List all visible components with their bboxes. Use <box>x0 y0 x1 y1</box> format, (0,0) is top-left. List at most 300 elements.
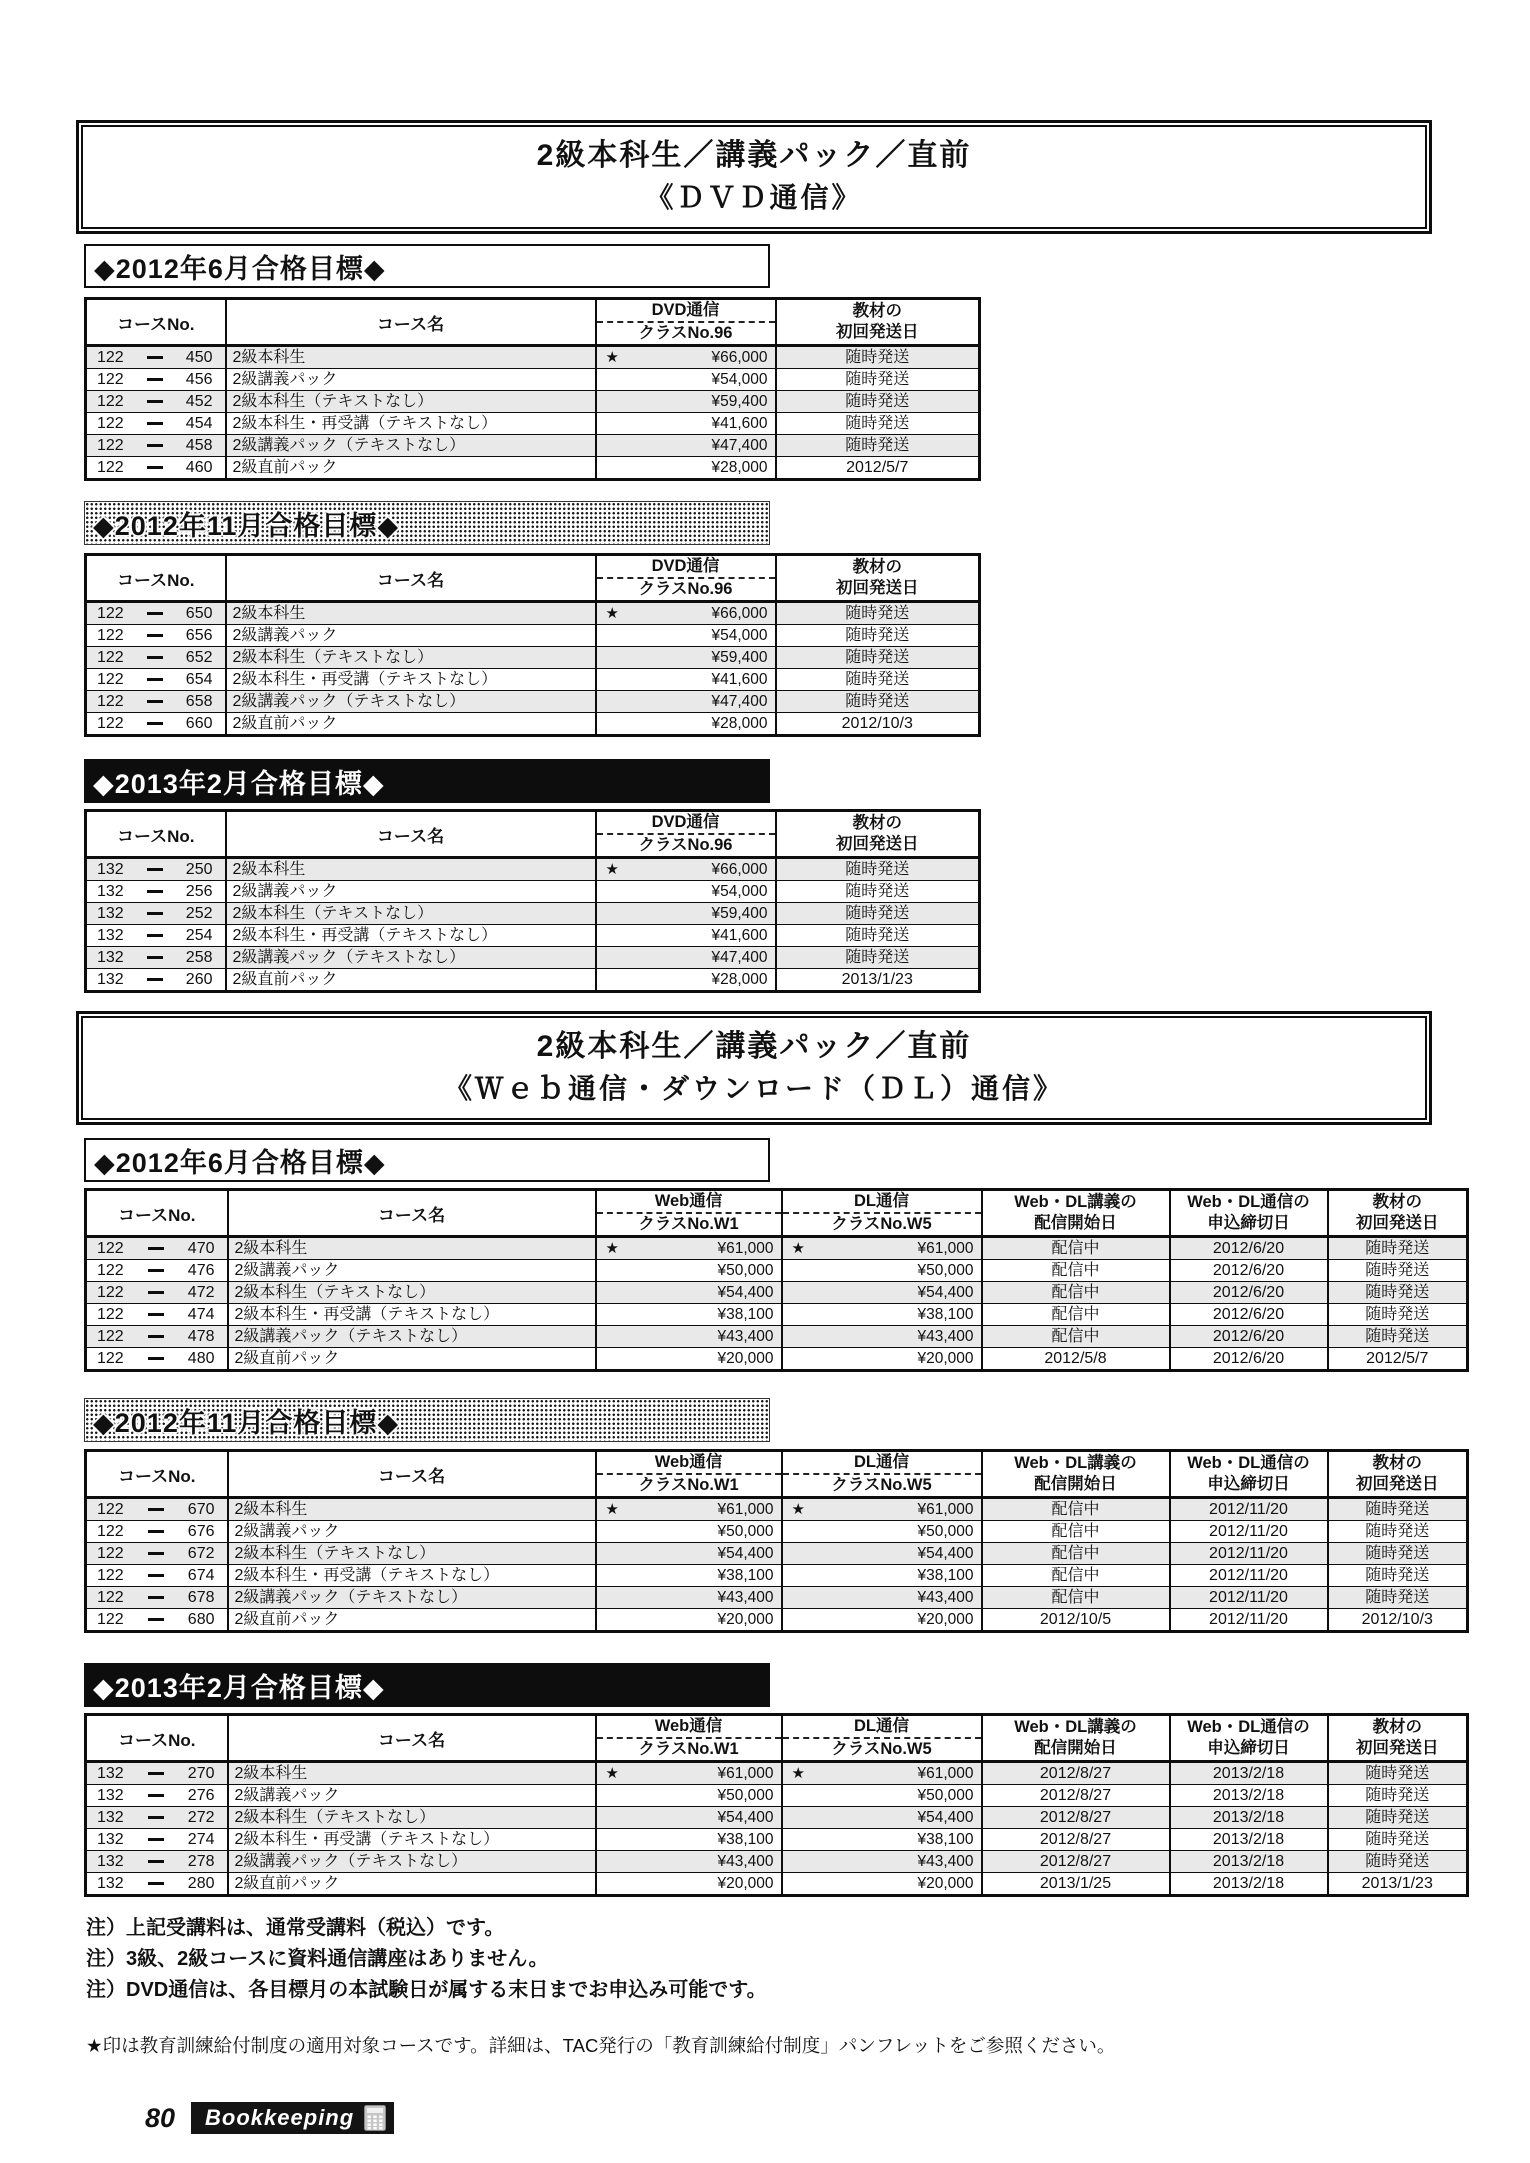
col-stream-start <box>982 1715 1170 1762</box>
star-icon: ★ <box>605 349 619 366</box>
dash-icon <box>148 1357 164 1360</box>
course-no-cell <box>86 1521 228 1543</box>
price-value: ¥50,000 <box>917 1523 974 1540</box>
dl-price-cell-wrap <box>783 1521 981 1542</box>
ship-date-cell: 随時発送 <box>776 903 980 925</box>
course-no-prefix: 132 <box>97 971 124 988</box>
stream-start-cell: 配信中 <box>982 1498 1170 1521</box>
course-no-suffix: 276 <box>187 1787 215 1804</box>
dl-price-cell-wrap <box>783 1565 981 1586</box>
course-no-suffix: 650 <box>185 605 213 622</box>
star-icon: ★ <box>791 1501 805 1518</box>
table-row <box>86 1304 1468 1326</box>
price-value: ¥66,000 <box>711 349 768 366</box>
course-name-cell: 2級直前パック <box>228 1873 596 1896</box>
col-first-shipping <box>776 555 980 602</box>
course-no-cell <box>86 369 226 391</box>
course-no <box>87 1543 227 1564</box>
col-ship-bottom: 初回発送日 <box>836 579 919 597</box>
course-no-prefix: 122 <box>97 1567 124 1584</box>
table-row <box>86 713 980 736</box>
web-price-cell-wrap <box>597 1521 781 1542</box>
course-no-suffix: 472 <box>187 1284 215 1301</box>
price-value: ¥38,100 <box>917 1567 974 1584</box>
dash-icon <box>148 1247 164 1250</box>
price-value: ¥47,400 <box>711 437 768 454</box>
col-dvd-top: DVD通信 <box>597 556 775 579</box>
stream-start-cell: 2013/1/25 <box>982 1873 1170 1896</box>
table-row <box>86 1609 1468 1632</box>
course-no <box>87 1260 227 1281</box>
dvd-price-cell-wrap <box>597 969 775 990</box>
star-icon: ★ <box>791 1765 805 1782</box>
course-no <box>87 859 225 880</box>
page-footer <box>145 2102 394 2134</box>
course-no-prefix: 122 <box>97 437 124 454</box>
course-name-cell: 2級本科生（テキストなし） <box>228 1807 596 1829</box>
course-name-cell: 2級本科生（テキストなし） <box>226 647 596 669</box>
course-no-prefix: 122 <box>97 393 124 410</box>
col-web-bottom: クラスNo.W1 <box>638 1740 739 1758</box>
dvd-price-cell <box>596 602 776 625</box>
course-no-suffix: 470 <box>187 1240 215 1257</box>
price-value: ¥61,000 <box>717 1240 774 1257</box>
price-value: ¥38,100 <box>717 1567 774 1584</box>
course-no-prefix: 122 <box>97 1240 124 1257</box>
dvd-price-cell-wrap <box>597 625 775 646</box>
web-price-cell-wrap <box>597 1543 781 1564</box>
table-row <box>86 625 980 647</box>
price-value: ¥54,000 <box>711 371 768 388</box>
course-no-cell <box>86 1498 228 1521</box>
web-price-cell <box>596 1304 782 1326</box>
course-no-cell <box>86 1237 228 1260</box>
course-no-prefix: 132 <box>97 1809 124 1826</box>
col-web-tsushin <box>596 1715 782 1762</box>
course-no-suffix: 476 <box>187 1262 215 1279</box>
course-no-suffix: 254 <box>185 927 213 944</box>
dvd-table-2012-06 <box>84 297 981 481</box>
col-dvd-tsushin <box>596 811 776 858</box>
course-no-cell <box>86 1304 228 1326</box>
star-icon: ★ <box>605 861 619 878</box>
stream-start-cell: 配信中 <box>982 1326 1170 1348</box>
deadline-cell: 2012/6/20 <box>1170 1282 1328 1304</box>
price-value: ¥61,000 <box>917 1765 974 1782</box>
web-price-cell-wrap <box>597 1499 781 1520</box>
course-no-prefix: 122 <box>97 349 124 366</box>
dvd-table-2012-11 <box>84 553 981 737</box>
web-title-line1: 2級本科生／講義パック／直前 <box>536 1030 972 1063</box>
table-row <box>86 1807 1468 1829</box>
col-deadline-top: Web・DL通信の <box>1187 1193 1310 1211</box>
course-no-cell <box>86 969 226 992</box>
dl-price-cell <box>782 1785 982 1807</box>
dvd-title-line1: 2級本科生／講義パック／直前 <box>536 139 972 172</box>
dl-price-cell <box>782 1521 982 1543</box>
web-price-cell-wrap <box>597 1238 781 1259</box>
dash-icon <box>148 1860 164 1863</box>
course-name-cell: 2級講義パック（テキストなし） <box>226 691 596 713</box>
course-no-suffix: 678 <box>187 1589 215 1606</box>
course-no-prefix: 122 <box>97 649 124 666</box>
course-no <box>87 1348 227 1369</box>
dl-price-cell <box>782 1829 982 1851</box>
dash-icon <box>147 634 163 637</box>
dvd-price-cell-wrap <box>597 347 775 368</box>
dash-icon <box>148 1530 164 1533</box>
dl-price-cell-wrap <box>783 1851 981 1872</box>
course-no-prefix: 122 <box>97 1589 124 1606</box>
note-line: 注）上記受講料は、通常受講料（税込）です。 <box>86 1917 505 1939</box>
course-no <box>87 1851 227 1872</box>
deadline-cell: 2013/2/18 <box>1170 1829 1328 1851</box>
dvd-price-cell-wrap <box>597 859 775 880</box>
course-no-prefix: 122 <box>97 1545 124 1562</box>
course-no-prefix: 122 <box>97 627 124 644</box>
table-row <box>86 1785 1468 1807</box>
web-title-line2: 《Ｗｅｂ通信・ダウンロード（ＤＬ）通信》 <box>443 1073 1064 1104</box>
table-row <box>86 969 980 992</box>
deadline-cell: 2012/11/20 <box>1170 1565 1328 1587</box>
course-name-cell: 2級講義パック <box>226 369 596 391</box>
dash-icon <box>148 1269 164 1272</box>
col-web-top: Web通信 <box>597 1452 781 1475</box>
dvd-price-cell-wrap <box>597 603 775 624</box>
dl-price-cell <box>782 1304 982 1326</box>
dvd-price-cell <box>596 435 776 457</box>
dvd-price-cell <box>596 691 776 713</box>
course-no <box>87 691 225 712</box>
course-no <box>87 881 225 902</box>
course-no-cell <box>86 1587 228 1609</box>
dash-icon <box>147 378 163 381</box>
deadline-cell: 2012/11/20 <box>1170 1521 1328 1543</box>
col-ship-top: 教材の <box>852 302 902 320</box>
stream-start-cell: 配信中 <box>982 1304 1170 1326</box>
price-value: ¥50,000 <box>717 1523 774 1540</box>
course-no-cell <box>86 1565 228 1587</box>
course-no-cell <box>86 691 226 713</box>
course-no-suffix: 680 <box>187 1611 215 1628</box>
table-row <box>86 1873 1468 1896</box>
ship-date-cell: 随時発送 <box>1328 1282 1468 1304</box>
col-course-name: コース名 <box>226 299 596 346</box>
course-no <box>87 625 225 646</box>
deadline-cell: 2013/2/18 <box>1170 1851 1328 1873</box>
price-value: ¥20,000 <box>717 1350 774 1367</box>
dvd-price-cell-wrap <box>597 925 775 946</box>
course-no <box>87 925 225 946</box>
dl-price-cell <box>782 1498 982 1521</box>
col-ship-bottom: 初回発送日 <box>1356 1475 1439 1493</box>
course-no-cell <box>86 457 226 480</box>
col-course-name: コース名 <box>228 1451 596 1498</box>
note-line: 注）DVD通信は、各目標月の本試験日が属する末日までお申込み可能です。 <box>86 1979 767 2001</box>
price-value: ¥20,000 <box>717 1875 774 1892</box>
course-no-cell <box>86 1829 228 1851</box>
table-row <box>86 435 980 457</box>
col-dl-bottom: クラスNo.W5 <box>831 1740 932 1758</box>
col-dl-top: DL通信 <box>783 1191 981 1214</box>
price-value: ¥28,000 <box>711 715 768 732</box>
course-no-suffix: 670 <box>187 1501 215 1518</box>
course-no-prefix: 132 <box>97 861 124 878</box>
price-value: ¥20,000 <box>717 1611 774 1628</box>
table-row <box>86 858 980 881</box>
course-no-cell <box>86 435 226 457</box>
course-no-prefix: 132 <box>97 1831 124 1848</box>
course-no-suffix: 260 <box>185 971 213 988</box>
course-no-cell <box>86 947 226 969</box>
dl-price-cell-wrap <box>783 1543 981 1564</box>
col-ship-bottom: 初回発送日 <box>836 323 919 341</box>
course-no-prefix: 122 <box>97 1262 124 1279</box>
web-price-cell-wrap <box>597 1304 781 1325</box>
course-name-cell: 2級本科生・再受講（テキストなし） <box>226 925 596 947</box>
course-name-cell: 2級講義パック（テキストなし） <box>228 1587 596 1609</box>
web-price-cell-wrap <box>597 1326 781 1347</box>
dl-price-cell-wrap <box>783 1807 981 1828</box>
web-price-cell-wrap <box>597 1785 781 1806</box>
course-no <box>87 669 225 690</box>
price-value: ¥54,400 <box>917 1545 974 1562</box>
dvd-price-cell-wrap <box>597 457 775 478</box>
course-no-suffix: 478 <box>187 1328 215 1345</box>
deadline-cell: 2012/11/20 <box>1170 1543 1328 1565</box>
course-no <box>87 1238 227 1259</box>
course-no-cell <box>86 925 226 947</box>
web-price-cell-wrap <box>597 1763 781 1784</box>
ship-date-cell: 2012/5/7 <box>1328 1348 1468 1371</box>
goal-header-dvd-2012-11 <box>84 501 770 545</box>
course-no-suffix: 654 <box>185 671 213 688</box>
course-no-suffix: 256 <box>185 883 213 900</box>
dash-icon <box>148 1772 164 1775</box>
web-price-cell <box>596 1282 782 1304</box>
course-name-cell: 2級本科生 <box>228 1498 596 1521</box>
table-row <box>86 1829 1468 1851</box>
dash-icon <box>148 1291 164 1294</box>
col-start-top: Web・DL講義の <box>1014 1193 1137 1211</box>
deadline-cell: 2012/6/20 <box>1170 1304 1328 1326</box>
dvd-price-cell-wrap <box>597 391 775 412</box>
price-value: ¥43,400 <box>717 1328 774 1345</box>
header-row <box>86 299 980 346</box>
table-row <box>86 647 980 669</box>
course-no-suffix: 250 <box>185 861 213 878</box>
table-row <box>86 1260 1468 1282</box>
dash-icon <box>147 678 163 681</box>
course-no-suffix: 258 <box>185 949 213 966</box>
dl-price-cell-wrap <box>783 1499 981 1520</box>
dl-price-cell <box>782 1543 982 1565</box>
dl-price-cell-wrap <box>783 1304 981 1325</box>
price-value: ¥20,000 <box>917 1875 974 1892</box>
course-name-cell: 2級本科生・再受講（テキストなし） <box>228 1829 596 1851</box>
course-no-suffix: 280 <box>187 1875 215 1892</box>
dl-price-cell <box>782 1609 982 1632</box>
table-row <box>86 691 980 713</box>
deadline-cell: 2013/2/18 <box>1170 1873 1328 1896</box>
web-price-cell-wrap <box>597 1609 781 1630</box>
col-start-top: Web・DL講義の <box>1014 1454 1137 1472</box>
table-row <box>86 903 980 925</box>
dash-icon <box>147 722 163 725</box>
course-no <box>87 1304 227 1325</box>
page-number: 80 <box>145 2102 176 2133</box>
ship-date-cell: 随時発送 <box>776 947 980 969</box>
course-no-suffix: 460 <box>185 459 213 476</box>
course-no-cell <box>86 1282 228 1304</box>
web-price-cell-wrap <box>597 1873 781 1894</box>
table-row <box>86 1326 1468 1348</box>
table-row <box>86 925 980 947</box>
deadline-cell: 2012/6/20 <box>1170 1348 1328 1371</box>
dash-icon <box>148 1838 164 1841</box>
ship-date-cell: 随時発送 <box>776 435 980 457</box>
course-no-cell <box>86 1543 228 1565</box>
course-no <box>87 1873 227 1894</box>
dvd-price-cell <box>596 457 776 480</box>
table-row <box>86 1762 1468 1785</box>
dash-icon <box>147 466 163 469</box>
dl-price-cell-wrap <box>783 1785 981 1806</box>
price-value: ¥61,000 <box>717 1765 774 1782</box>
course-no-cell <box>86 1873 228 1896</box>
price-value: ¥61,000 <box>917 1501 974 1518</box>
web-price-cell <box>596 1829 782 1851</box>
course-no <box>87 647 225 668</box>
star-note: ★印は教育訓練給付制度の適用対象コースです。詳細は、TAC発行の「教育訓練給付制度」パンフレットをご参照ください。 <box>86 2035 1116 2056</box>
dash-icon <box>148 1508 164 1511</box>
star-icon: ★ <box>605 605 619 622</box>
table-row <box>86 1565 1468 1587</box>
col-course-name: コース名 <box>226 555 596 602</box>
course-no-prefix: 132 <box>97 1853 124 1870</box>
web-price-cell <box>596 1609 782 1632</box>
ship-date-cell: 随時発送 <box>1328 1829 1468 1851</box>
dvd-price-cell-wrap <box>597 947 775 968</box>
col-stream-start <box>982 1451 1170 1498</box>
course-no <box>87 1499 227 1520</box>
course-no <box>87 969 225 990</box>
table-row <box>86 1587 1468 1609</box>
ship-date-cell: 随時発送 <box>1328 1785 1468 1807</box>
price-value: ¥38,100 <box>917 1831 974 1848</box>
col-stream-start <box>982 1190 1170 1237</box>
course-no-prefix: 132 <box>97 1765 124 1782</box>
col-dl-tsushin <box>782 1190 982 1237</box>
course-no-prefix: 122 <box>97 1523 124 1540</box>
dash-icon <box>147 444 163 447</box>
col-course-no: コースNo. <box>86 299 226 346</box>
course-no-prefix: 132 <box>97 1875 124 1892</box>
course-no-prefix: 132 <box>97 927 124 944</box>
dvd-price-cell <box>596 881 776 903</box>
ship-date-cell: 随時発送 <box>1328 1807 1468 1829</box>
course-name-cell: 2級本科生（テキストなし） <box>228 1543 596 1565</box>
col-course-no: コースNo. <box>86 1451 228 1498</box>
price-value: ¥50,000 <box>717 1787 774 1804</box>
course-no-prefix: 122 <box>97 415 124 432</box>
col-ship-top: 教材の <box>1372 1718 1422 1736</box>
goal-header-web-2012-06 <box>84 1138 770 1182</box>
course-no-suffix: 252 <box>185 905 213 922</box>
price-value: ¥66,000 <box>711 605 768 622</box>
table-row <box>86 1237 1468 1260</box>
stream-start-cell: 2012/8/27 <box>982 1762 1170 1785</box>
col-deadline-bottom: 申込締切日 <box>1207 1739 1290 1757</box>
dl-price-cell <box>782 1260 982 1282</box>
course-no-cell <box>86 1851 228 1873</box>
course-no-suffix: 456 <box>185 371 213 388</box>
course-name-cell: 2級直前パック <box>226 457 596 480</box>
dl-price-cell <box>782 1762 982 1785</box>
header-row <box>86 811 980 858</box>
course-no-suffix: 676 <box>187 1523 215 1540</box>
ship-date-cell: 随時発送 <box>776 881 980 903</box>
web-table-2012-06 <box>84 1188 1469 1372</box>
course-no <box>87 413 225 434</box>
course-name-cell: 2級講義パック（テキストなし） <box>226 435 596 457</box>
col-course-no: コースNo. <box>86 1190 228 1237</box>
course-name-cell: 2級直前パック <box>228 1348 596 1371</box>
dvd-price-cell-wrap <box>597 903 775 924</box>
dash-icon <box>147 978 163 981</box>
course-no-prefix: 132 <box>97 905 124 922</box>
dvd-price-cell-wrap <box>597 369 775 390</box>
col-web-top: Web通信 <box>597 1191 781 1214</box>
web-section-title-inner <box>81 1016 1427 1120</box>
dvd-table-2013-02 <box>84 809 981 993</box>
course-no <box>87 391 225 412</box>
course-name-cell: 2級講義パック（テキストなし） <box>228 1851 596 1873</box>
dash-icon <box>147 934 163 937</box>
dvd-title-line2: 《ＤＶＤ通信》 <box>645 182 863 213</box>
dash-icon <box>148 1552 164 1555</box>
ship-date-cell: 随時発送 <box>776 691 980 713</box>
price-value: ¥59,400 <box>711 393 768 410</box>
course-no-prefix: 122 <box>97 1350 124 1367</box>
ship-date-cell: 随時発送 <box>776 669 980 691</box>
ship-date-cell: 随時発送 <box>1328 1304 1468 1326</box>
price-value: ¥20,000 <box>917 1611 974 1628</box>
course-no-prefix: 122 <box>97 459 124 476</box>
course-name-cell: 2級本科生（テキストなし） <box>226 903 596 925</box>
course-name-cell: 2級本科生（テキストなし） <box>228 1282 596 1304</box>
col-start-top: Web・DL講義の <box>1014 1718 1137 1736</box>
course-name-cell: 2級講義パック <box>228 1785 596 1807</box>
col-course-no: コースNo. <box>86 811 226 858</box>
price-value: ¥38,100 <box>717 1306 774 1323</box>
course-name-cell: 2級講義パック（テキストなし） <box>226 947 596 969</box>
course-no-suffix: 272 <box>187 1809 215 1826</box>
col-start-bottom: 配信開始日 <box>1034 1475 1117 1493</box>
dvd-price-cell-wrap <box>597 647 775 668</box>
price-value: ¥28,000 <box>711 971 768 988</box>
ship-date-cell: 随時発送 <box>1328 1498 1468 1521</box>
course-name-cell: 2級講義パック <box>228 1521 596 1543</box>
course-no-cell <box>86 647 226 669</box>
price-value: ¥41,600 <box>711 415 768 432</box>
course-no-prefix: 122 <box>97 671 124 688</box>
price-value: ¥47,400 <box>711 693 768 710</box>
col-deadline-top: Web・DL通信の <box>1187 1718 1310 1736</box>
col-dvd-tsushin <box>596 555 776 602</box>
price-value: ¥50,000 <box>917 1262 974 1279</box>
header-row <box>86 1715 1468 1762</box>
